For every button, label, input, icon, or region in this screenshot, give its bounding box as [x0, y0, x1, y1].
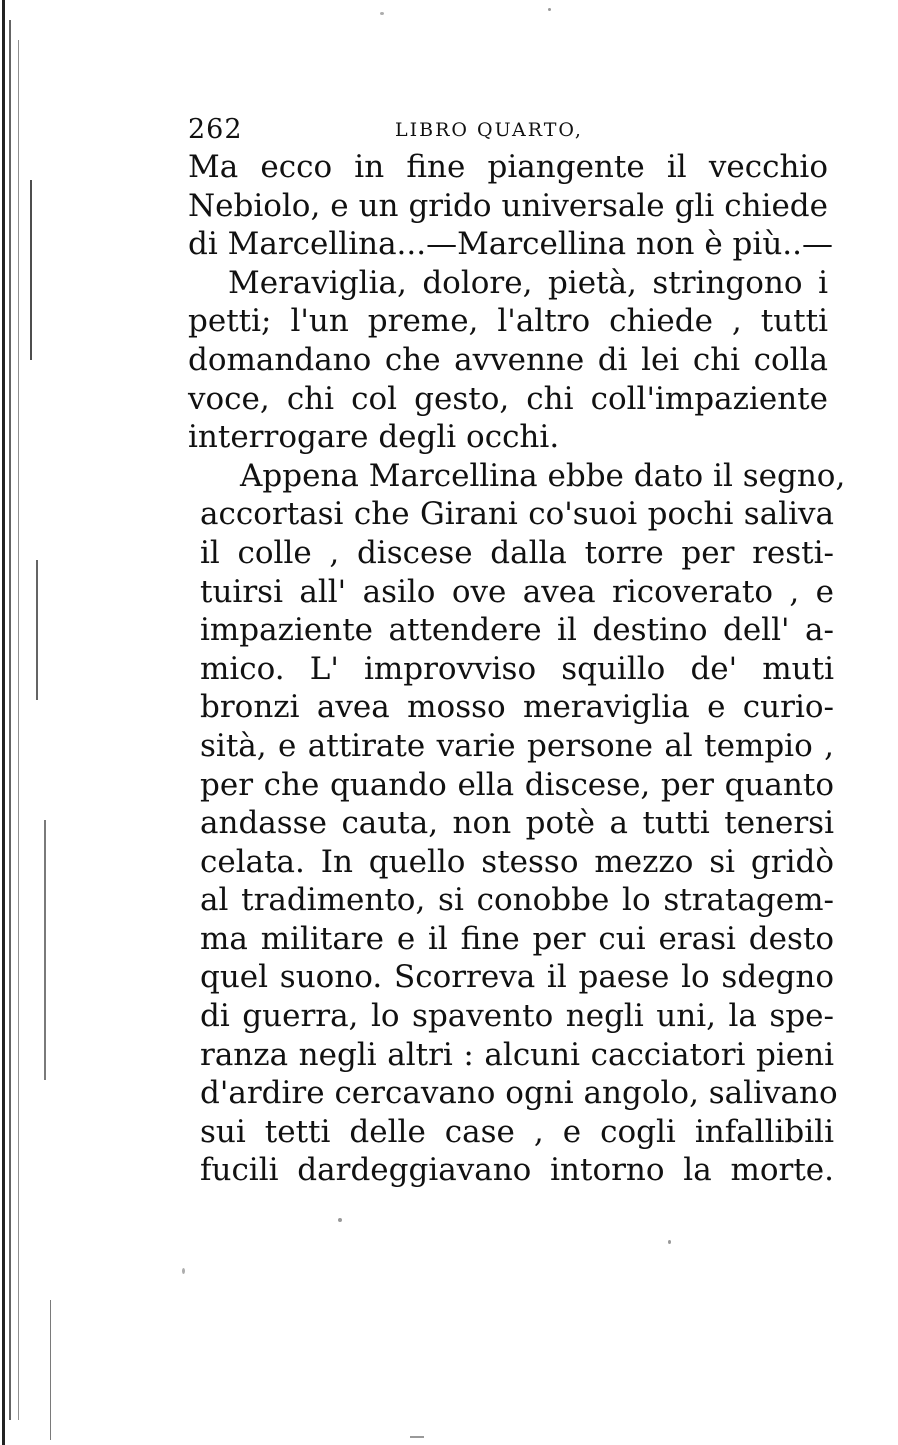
binding-shadow-line: [2, 0, 5, 1445]
text-line: accortasi che Girani co'suoi pochi saliva: [200, 496, 834, 533]
text-line: d'ardire cercavano ogni angolo, salivano: [200, 1075, 838, 1112]
binding-shadow-line: [18, 40, 19, 1420]
paragraph-2: [188, 264, 848, 457]
text-line: ma militare e il fine per cui erasi desto: [200, 920, 834, 957]
binding-shadow-line: [30, 180, 32, 360]
text-line: sità, e attirate varie persone al tempio ,: [200, 727, 834, 764]
text-line: per che quando ella discese, per quanto: [200, 766, 834, 803]
text-line: domandano che avvenne di lei chi colla: [188, 341, 828, 378]
binding-shadow-line: [36, 560, 38, 700]
scan-speck: [410, 1436, 424, 1438]
text-line: Appena Marcellina ebbe dato il segno,: [240, 457, 846, 494]
text-line: il colle , discese dalla torre per resti-: [200, 534, 834, 571]
text-line: impaziente attendere il destino dell' a-: [200, 612, 834, 649]
text-line: quel suono. Scorreva il paese lo sdegno: [200, 959, 834, 996]
text-line: celata. In quello stesso mezzo si gridò: [200, 843, 834, 880]
text-line: tuirsi all' asilo ove avea ricoverato , e: [200, 573, 834, 610]
book-page: [188, 112, 848, 1190]
running-title: LIBRO QUARTO,: [395, 119, 583, 141]
text-line: mico. L' improvviso squillo de' muti: [200, 650, 834, 687]
text-line: al tradimento, si conobbe lo stratagem-: [200, 882, 834, 919]
text-line: fucili dardeggiavano intorno la morte.: [200, 1152, 834, 1189]
scan-speck: [668, 1240, 671, 1244]
paragraph-3: [188, 457, 848, 1190]
text-line: andasse cauta, non potè a tutti tenersi: [200, 805, 834, 842]
text-line: Ma ecco in fine piangente il vecchio: [188, 149, 828, 185]
paragraph-1: [188, 148, 848, 264]
scan-speck: [548, 8, 551, 11]
text-line: petti; l'un preme, l'altro chiede , tutti: [188, 303, 828, 340]
binding-shadow-line: [50, 1300, 51, 1440]
scan-speck: [380, 12, 384, 15]
text-line: interrogare degli occhi.: [188, 419, 560, 456]
text-line: bronzi avea mosso meraviglia e curio-: [200, 689, 834, 726]
text-line: ranza negli altri : alcuni cacciatori pieni: [200, 1036, 834, 1073]
text-line: di guerra, lo spavento negli uni, la spe-: [200, 998, 834, 1035]
scan-speck: [182, 1268, 185, 1274]
text-line: di Marcellina...—Marcellina non è più..—: [188, 226, 833, 263]
text-line: sui tetti delle case , e cogli infallibili: [200, 1113, 834, 1150]
running-head: [188, 112, 848, 148]
binding-shadow-line: [44, 820, 46, 1080]
scan-binding-edge: [0, 0, 70, 1445]
binding-shadow-line: [9, 20, 11, 1420]
page-number: 262: [188, 114, 243, 145]
text-line: Meraviglia, dolore, pietà, stringono i: [228, 264, 828, 301]
text-line: voce, chi col gesto, chi coll'impaziente: [188, 380, 828, 417]
text-line: Nebiolo, e un grido universale gli chiede: [188, 187, 828, 224]
scan-speck: [338, 1218, 342, 1222]
